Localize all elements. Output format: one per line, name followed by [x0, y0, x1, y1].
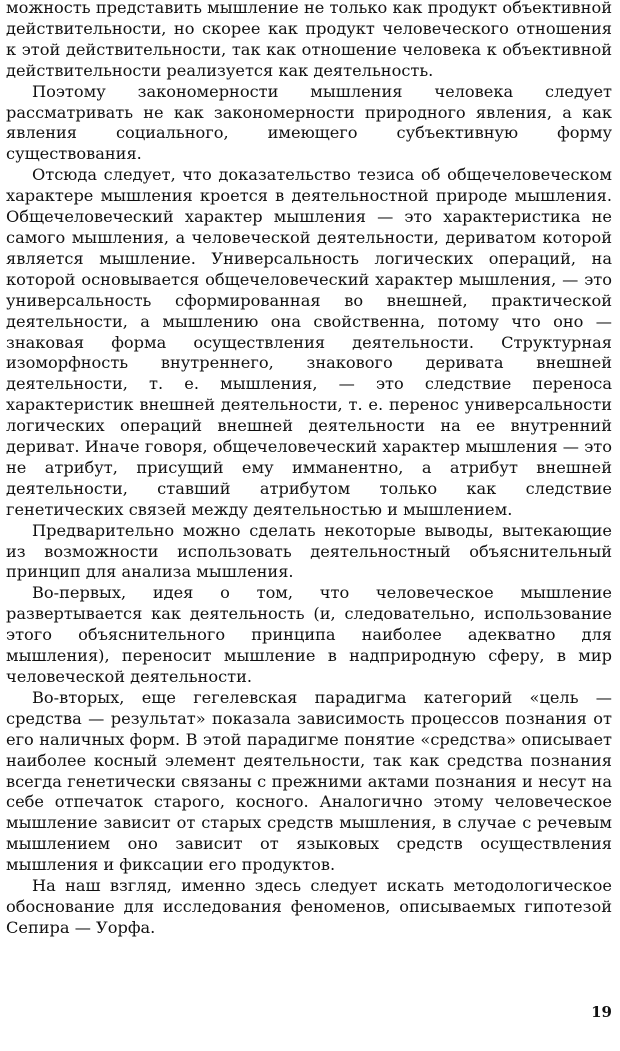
paragraph-regularities: Поэтому закономерности мышления человека следует рассматривать не как закономерности природного явления, а как явления социального, имеющего субъективную форму существования. — [6, 81, 612, 164]
page-number: 19 — [591, 1003, 612, 1021]
paragraph-firstly: Во-первых, идея о том, что человеческое мышление развертывается как деятельность (и, следовательно, использование этого объяснительного принципа наиболее адекватно для мышления), переносит мышление в надприродную сферу, в мир человеческой деятельности. — [6, 583, 612, 686]
paragraph-secondly: Во-вторых, еще гегелевская парадигма категорий «цель — средства — результат» показала зависимость процессов познания от его наличных форм. В этой парадигме понятие «средства» описывает наиболее косный элемент деятельности, так как средства познания всегда генетически связаны с прежними актами познания и несут на себе отпечаток старого, косного. Аналогично этому человеческое мышление зависит от старых средств мышления, в случае с речевым мышлением оно зависит от языковых средств осуществления мышления и фиксации его продуктов. — [6, 687, 612, 875]
body-text — [6, 0, 612, 939]
paragraph-universal-character: Отсюда следует, что доказательство тезиса об общечеловеческом характере мышления кроется в деятельностной природе мышления. Общечеловеческий характер мышления — это характеристика не самого мышления, а человеческой деятельности, дериватом которой является мышление. Универсальность логических операций, на которой основывается общечеловеческий характер мышления, — это универсальность сформированная во внешней, практической деятельности, а мышлению она свойственна, потому что оно — знаковая форма осуществления деятельности. Структурная изоморфность внутреннего, знакового деривата внешней деятельности, т. е. мышления, — это следствие переноса характеристик внешней деятельности, т. е. перенос универсальности логических операций внешней деятельности на ее внутренний дериват. Иначе говоря, общечеловеческий характер мышления — это не атрибут, присущий ему имманентно, а атрибут внешней деятельности, ставший атрибутом только как следствие генетических связей между деятельностью и мышлением. — [6, 165, 612, 519]
paragraph-sapir-whorf: На наш взгляд, именно здесь следует искать методологическое обоснование для исследования феноменов, описываемых гипотезой Сепира — Уорфа. — [6, 876, 612, 937]
paragraph-preliminary-conclusions: Предварительно можно сделать некоторые выводы, вытекающие из возможности использовать деятельностный объяснительный принцип для анализа мышления. — [6, 520, 612, 582]
paragraph-continuation: можность представить мышление не только как продукт объективной действительности, но скорее как продукт человеческого отношения к этой действительности, так как отношение человека к объективной действительности реализуется как деятельность. — [6, 0, 612, 80]
